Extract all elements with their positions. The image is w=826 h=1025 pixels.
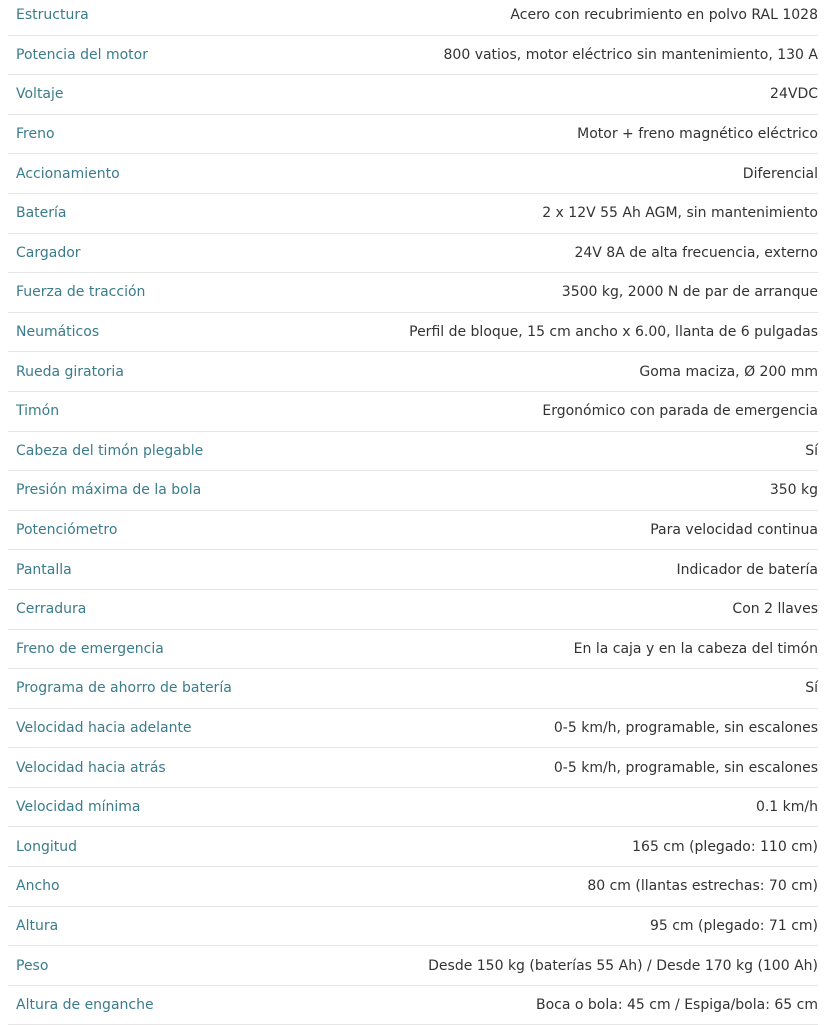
spec-row	[8, 788, 818, 828]
spec-value: 800 vatios, motor eléctrico sin mantenimiento, 130 A	[443, 46, 818, 63]
spec-row	[8, 550, 818, 590]
spec-row	[8, 194, 818, 234]
spec-value: 95 cm (plegado: 71 cm)	[649, 917, 818, 934]
spec-label: Ancho	[16, 878, 60, 895]
spec-row	[8, 0, 818, 36]
spec-label: Velocidad hacia adelante	[16, 719, 192, 736]
spec-row	[8, 352, 818, 392]
spec-row	[8, 471, 818, 511]
spec-value: Con 2 llaves	[732, 601, 818, 618]
spec-label: Potencia del motor	[16, 46, 148, 63]
spec-label: Cargador	[16, 244, 81, 261]
spec-value: Para velocidad continua	[650, 522, 818, 539]
spec-row	[8, 273, 818, 313]
spec-row	[8, 867, 818, 907]
spec-label: Voltaje	[16, 86, 64, 103]
spec-value: 0-5 km/h, programable, sin escalones	[553, 719, 818, 736]
spec-value: En la caja y en la cabeza del timón	[573, 640, 818, 657]
spec-value: Desde 150 kg (baterías 55 Ah) / Desde 170 kg (100 Ah)	[428, 957, 818, 974]
spec-label: Cerradura	[16, 601, 87, 618]
spec-label: Freno	[16, 126, 55, 143]
spec-row	[8, 234, 818, 274]
spec-value: 80 cm (llantas estrechas: 70 cm)	[587, 878, 818, 895]
spec-row	[8, 630, 818, 670]
spec-label: Altura	[16, 917, 59, 934]
spec-value: Indicador de batería	[676, 561, 818, 578]
spec-row	[8, 511, 818, 551]
spec-value: Goma maciza, Ø 200 mm	[639, 363, 818, 380]
spec-value: 165 cm (plegado: 110 cm)	[632, 838, 818, 855]
spec-label: Presión máxima de la bola	[16, 482, 202, 499]
spec-value: 350 kg	[769, 482, 818, 499]
spec-label: Velocidad hacia atrás	[16, 759, 166, 776]
spec-row	[8, 907, 818, 947]
spec-row	[8, 590, 818, 630]
spec-row	[8, 392, 818, 432]
spec-label: Rueda giratoria	[16, 363, 124, 380]
spec-row	[8, 36, 818, 76]
spec-value: Sí	[805, 442, 818, 459]
spec-label: Freno de emergencia	[16, 640, 164, 657]
spec-value: 24VDC	[770, 86, 818, 103]
spec-label: Batería	[16, 205, 67, 222]
spec-row	[8, 115, 818, 155]
spec-value: 0.1 km/h	[755, 799, 818, 816]
spec-value: 3500 kg, 2000 N de par de arranque	[561, 284, 818, 301]
spec-label: Longitud	[16, 838, 78, 855]
spec-label: Neumáticos	[16, 324, 100, 341]
spec-row	[8, 154, 818, 194]
spec-value: Sí	[805, 680, 818, 697]
spec-value: 0-5 km/h, programable, sin escalones	[553, 759, 818, 776]
spec-label: Pantalla	[16, 561, 72, 578]
spec-label: Peso	[16, 957, 49, 974]
spec-table	[8, 0, 818, 1025]
spec-value: Diferencial	[742, 165, 818, 182]
spec-row	[8, 313, 818, 353]
spec-row	[8, 432, 818, 472]
spec-value: 24V 8A de alta frecuencia, externo	[574, 244, 818, 261]
spec-row	[8, 748, 818, 788]
spec-value: Perfil de bloque, 15 cm ancho x 6.00, llanta de 6 pulgadas	[409, 324, 818, 341]
spec-row	[8, 946, 818, 986]
spec-row	[8, 986, 818, 1025]
spec-row	[8, 827, 818, 867]
spec-label: Potenciómetro	[16, 522, 118, 539]
spec-value: Motor + freno magnético eléctrico	[577, 126, 818, 143]
spec-row	[8, 709, 818, 749]
spec-label: Accionamiento	[16, 165, 120, 182]
spec-label: Programa de ahorro de batería	[16, 680, 232, 697]
spec-value: Boca o bola: 45 cm / Espiga/bola: 65 cm	[535, 997, 818, 1014]
spec-label: Fuerza de tracción	[16, 284, 146, 301]
spec-label: Estructura	[16, 7, 89, 24]
spec-value: Acero con recubrimiento en polvo RAL 1028	[510, 7, 818, 24]
spec-row	[8, 75, 818, 115]
spec-label: Cabeza del timón plegable	[16, 442, 204, 459]
spec-value: Ergonómico con parada de emergencia	[542, 403, 818, 420]
spec-value: 2 x 12V 55 Ah AGM, sin mantenimiento	[542, 205, 818, 222]
spec-label: Timón	[16, 403, 60, 420]
spec-label: Altura de enganche	[16, 997, 154, 1014]
spec-row	[8, 669, 818, 709]
spec-label: Velocidad mínima	[16, 799, 141, 816]
